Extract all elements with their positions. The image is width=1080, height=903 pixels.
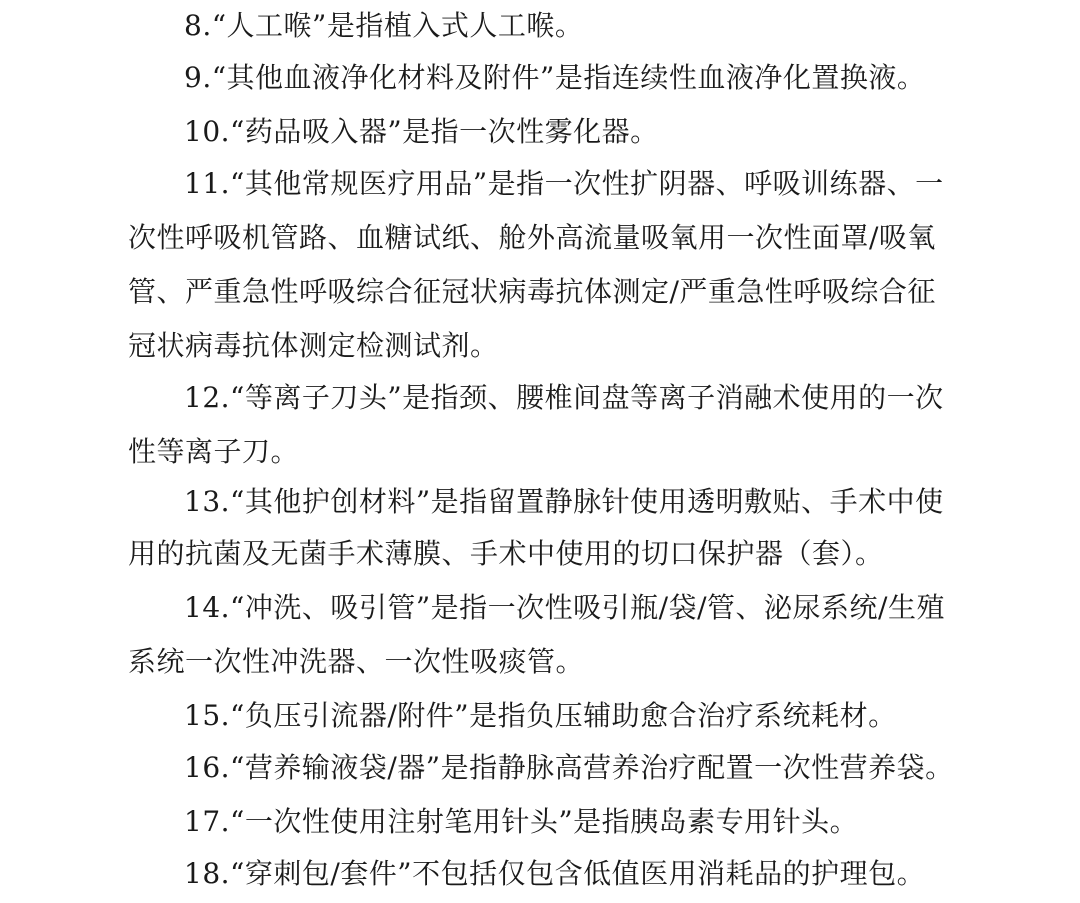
- paragraph-18-line-1: 18.“穿刺包/套件”不包括仅包含低值医用消耗品的护理包。: [184, 857, 926, 890]
- paragraph-15-line-1: 15.“负压引流器/附件”是指负压辅助愈合治疗系统耗材。: [184, 699, 897, 732]
- paragraph-16-line-1: 16.“营养输液袋/器”是指静脉高营养治疗配置一次性营养袋。: [184, 751, 954, 784]
- paragraph-13-line-1: 13.“其他护创材料”是指留置静脉针使用透明敷贴、手术中使: [184, 485, 944, 518]
- paragraph-12-line-1: 12.“等离子刀头”是指颈、腰椎间盘等离子消融术使用的一次: [184, 381, 944, 414]
- paragraph-14-line-2: 系统一次性冲洗器、一次性吸痰管。: [128, 645, 585, 678]
- paragraph-9-line-1: 9.“其他血液净化材料及附件”是指连续性血液净化置换液。: [184, 61, 926, 94]
- paragraph-11-line-2: 次性呼吸机管路、血糖试纸、舱外高流量吸氧用一次性面罩/吸氧: [128, 221, 936, 254]
- paragraph-11-line-3: 管、严重急性呼吸综合征冠状病毒抗体测定/严重急性呼吸综合征: [128, 275, 936, 308]
- paragraph-12-line-2: 性等离子刀。: [128, 435, 300, 468]
- paragraph-11-line-1: 11.“其他常规医疗用品”是指一次性扩阴器、呼吸训练器、一: [184, 167, 944, 200]
- paragraph-10-line-1: 10.“药品吸入器”是指一次性雾化器。: [184, 115, 659, 148]
- paragraph-13-line-2: 用的抗菌及无菌手术薄膜、手术中使用的切口保护器（套）。: [128, 537, 884, 570]
- paragraph-14-line-1: 14.“冲洗、吸引管”是指一次性吸引瓶/袋/管、泌尿系统/生殖: [184, 591, 945, 624]
- paragraph-8-line-1: 8.“人工喉”是指植入式人工喉。: [184, 9, 584, 42]
- paragraph-11-line-4: 冠状病毒抗体测定检测试剂。: [128, 329, 499, 362]
- paragraph-17-line-1: 17.“一次性使用注射笔用针头”是指胰岛素专用针头。: [184, 805, 859, 838]
